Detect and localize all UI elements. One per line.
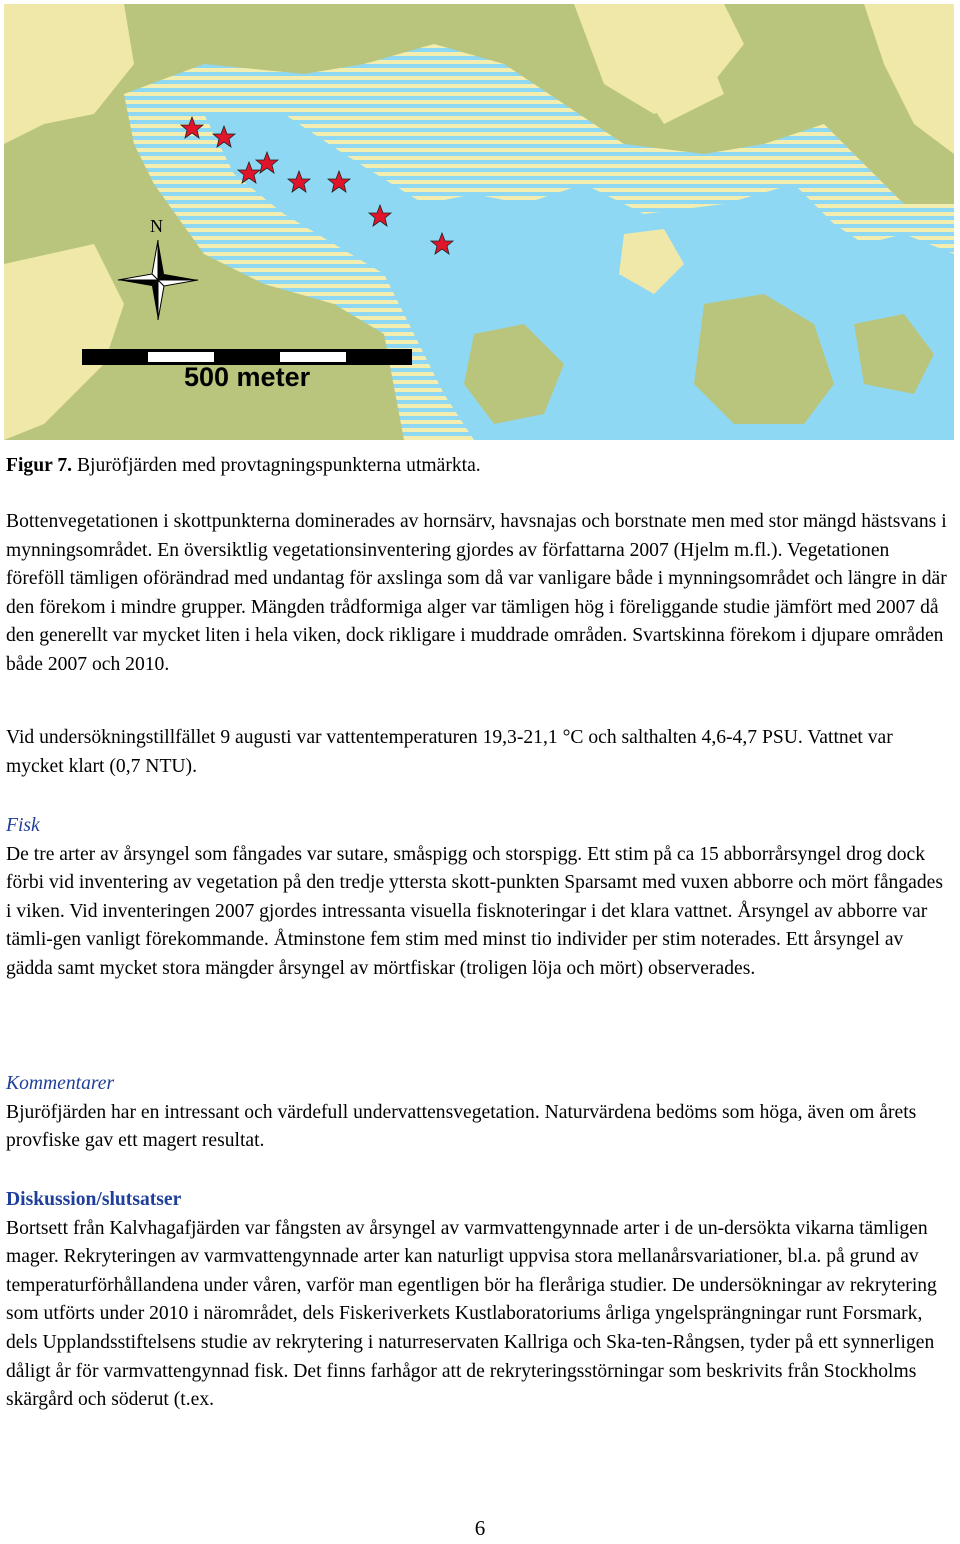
paragraph-text: Vid undersökningstillfället 9 augusti var vattentemperaturen 19,3-21,1 °C och salthalten 4,6-4,7 PSU. Vattnet var mycket klart (0,7 NTU). <box>6 727 893 777</box>
heading-kommentarer: Kommentarer <box>6 1073 115 1094</box>
paragraph-temperature <box>6 724 952 781</box>
heading-fisk: Fisk <box>6 815 40 836</box>
paragraph-text: Bortsett från Kalvhagafjärden var fångsten av årsyngel av varmvattengynnade arter i de un-dersökta vikarna tämligen mager. Rekryteringen av varmvattengynnade arter kan naturligt uppvisa stora mellanårsvariationer, bl.a. på grund av temperaturförhållandena under våren, varför man egentligen bör ha fleråriga studier. De undersökningar av rekrytering som utförts under 2010 i närområdet, dels Fiskeriverkets Kustlaboratoriums årliga yngelsprängningar runt Forsmark, dels Upplandsstiftelsens studie av rekrytering i naturreservaten Kallriga och Ska-ten-Rångsen, tyder på ett synnerligen dåligt år för varmvattengynnad fisk. Det finns farhågor att de rekryteringsstörningar som beskrivits från Stockholms skärgård och söderut (t.ex. <box>6 1217 937 1411</box>
caption-text: Bjuröfjärden med provtagningspunkterna utmärkta. <box>72 455 481 476</box>
figure-caption <box>6 452 952 481</box>
section-diskussion <box>6 1186 952 1415</box>
scale-label: 500 meter <box>184 362 311 392</box>
paragraph-text: Bottenvegetationen i skottpunkterna dominerades av hornsärv, havsnajas och borstnate men med stor mängd hästsvans i mynningsområdet. En översiktlig vegetationsinventering gjordes av författarna 2007 (Hjelm m.fl.). Vegetationen föreföll tämligen oförändrad med undantag för axslinga som då var vanligare både i mynningsområdet och längre in där den förekom i mindre grupper. Mängden trådformiga alger var tämligen hög i föreliggande studie jämfört med 2007 då den generellt var mycket liten i hela viken, dock rikligare i muddrade områden. Svartskinna förekom i djupare områden både 2007 och 2010. <box>6 511 947 675</box>
section-kommentarer <box>6 1070 952 1156</box>
map-graphic <box>4 4 954 440</box>
paragraph-text: De tre arter av årsyngel som fångades var sutare, småspigg och storspigg. Ett stim på ca 15 abborrårsyngel drog dock förbi vid inventering av vegetation på den tredje yttersta skott-punkten Sparsamt med vuxen abborre och mört fångades i viken. Vid inventeringen 2007 gjordes intressanta visuella fisknoteringar i det klara vattnet. Årsyngel av abborre var tämli-gen vanligt förekommande. Åtminstone fem stim med minst tio individer per stim noterades. Ett årsyngel av gädda samt mycket stora mängder årsyngel av mörtfiskar (troligen löja och mört) observerades. <box>6 843 943 979</box>
paragraph-text: Bjuröfjärden har en intressant och värdefull undervattensvegetation. Naturvärdena bedöms som höga, även om årets provfiske gav ett magert resultat. <box>6 1101 917 1152</box>
map-figure <box>4 4 954 440</box>
caption-label: Figur 7. <box>6 455 73 476</box>
page-number: 6 <box>474 1516 486 1540</box>
north-label: N <box>150 216 163 236</box>
paragraph-vegetation <box>6 508 952 680</box>
section-fisk <box>6 812 952 984</box>
heading-diskussion: Diskussion/slutsatser <box>6 1189 182 1210</box>
